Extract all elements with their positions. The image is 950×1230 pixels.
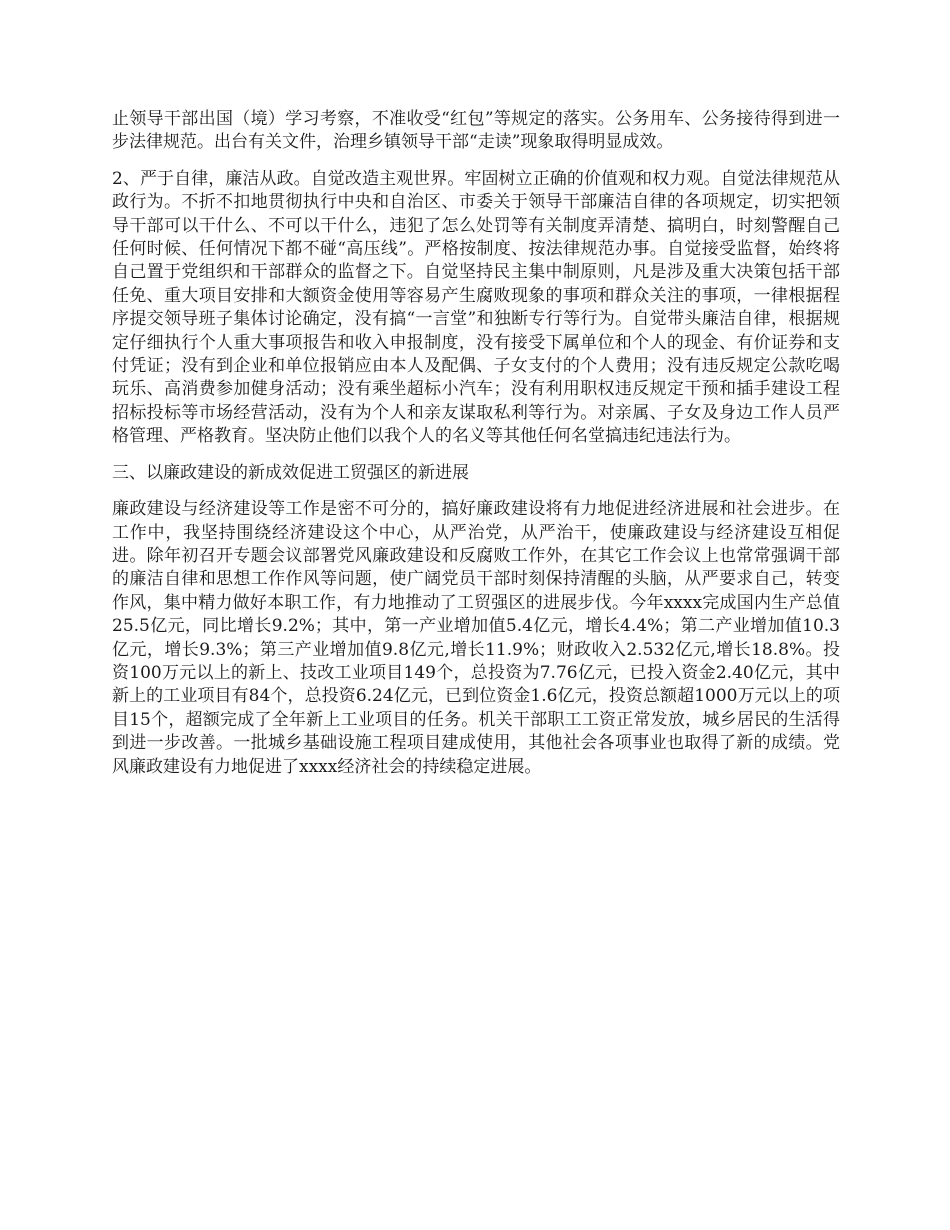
document-page bbox=[112, 108, 840, 792]
paragraph-economic-development: 廉政建设与经济建设等工作是密不可分的，搞好廉政建设将有力地促进经济进展和社会进步。在工作中，我坚持围绕经济建设这个中心，从严治党，从严治干，使廉政建设与经济建设互相促进。除年初召开专题会议部署党风廉政建设和反腐败工作外，在其它工作会议上也常常强调干部的廉洁自律和思想工作作风等问题，使广阔党员干部时刻保持清醒的头脑，从严要求自己，转变作风，集中精力做好本职工作，有力地推动了工贸强区的进展步伐。今年xxxx完成国内生产总值25.5亿元，同比增长9.2%；其中，第一产业增加值5.4亿元，增长4.4%；第二产业增加值10.3亿元，增长9.3%；第三产业增加值9.8亿元,增长11.9%；财政收入2.532亿元,增长18.8%。投资100万元以上的新上、技改工业项目149个，总投资为7.76亿元，已投入资金2.40亿元，其中新上的工业项目有84个，总投资6.24亿元，已到位资金1.6亿元，投资总额超1000万元以上的项目15个，超额完成了全年新上工业项目的任务。机关干部职工工资正常发放，城乡居民的生活得到进一步改善。一批城乡基础设施工程项目建成使用，其他社会各项事业也取得了新的成绩。党风廉政建设有力地促进了xxxx经济社会的持续稳定进展。 bbox=[112, 499, 840, 777]
section-heading: 三、以廉政建设的新成效促进工贸强区的新进展 bbox=[112, 462, 469, 483]
paragraph-self-discipline: 2、严于自律，廉洁从政。自觉改造主观世界。牢固树立正确的价值观和权力观。自觉法律规范从政行为。不折不扣地贯彻执行中央和自治区、市委关于领导干部廉洁自律的各项规定，切实把领导干部可以干什么、不可以干什么，违犯了怎么处罚等有关制度弄清楚、搞明白，时刻警醒自己任何时候、任何情况下都不碰“高压线”。严格按制度、按法律规范办事。自觉接受监督，始终将自己置于党组织和干部群众的监督之下。自觉坚持民主集中制原则，凡是涉及重大决策包括干部任免、重大项目安排和大额资金使用等容易产生腐败现象的事项和群众关注的事项，一律根据程序提交领导班子集体讨论确定，没有搞“一言堂”和独断专行等行为。自觉带头廉洁自律，根据规定仔细执行个人重大事项报告和收入申报制度，没有接受下属单位和个人的现金、有价证券和支付凭证；没有到企业和单位报销应由本人及配偶、子女支付的个人费用；没有违反规定公款吃喝玩乐、高消费参加健身活动；没有乘坐超标小汽车；没有利用职权违反规定干预和插手建设工程招标投标等市场经营活动，没有为个人和亲友谋取私利等行为。对亲属、子女及身边工作人员严格管理、严格教育。坚决防止他们以我个人的名义等其他任何名堂搞违纪违法行为。 bbox=[112, 168, 840, 447]
paragraph-continuation: 止领导干部出国（境）学习考察，不准收受“红包”等规定的落实。公务用车、公务接待得到进一步法律规范。出台有关文件，治理乡镇领导干部“走读”现象取得明显成效。 bbox=[112, 109, 840, 153]
